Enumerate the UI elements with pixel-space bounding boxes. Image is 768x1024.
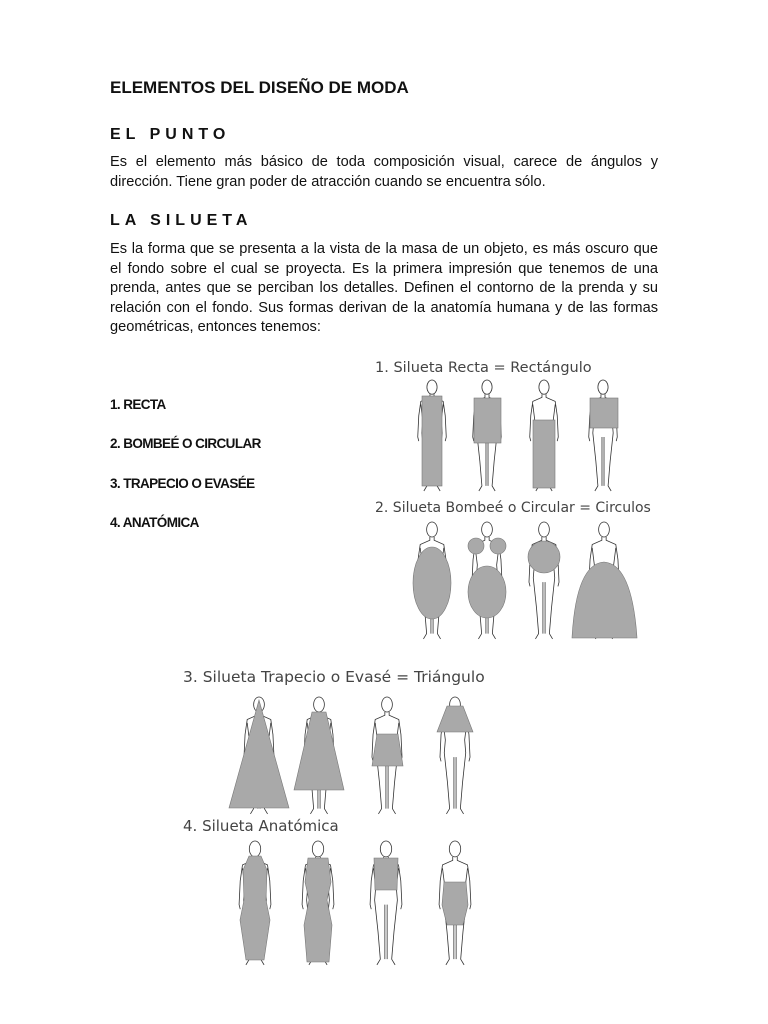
silhouette-anatomica-2	[302, 841, 334, 965]
silhouette-recta-1	[418, 380, 447, 491]
list-item-anatomica: 4. ANATÓMICA	[110, 515, 199, 530]
figure-caption-recta: 1. Silueta Recta = Rectángulo	[375, 360, 592, 376]
silhouette-anatomica-3	[370, 841, 402, 965]
silhouette-trapecio-1	[229, 697, 289, 814]
silhouette-recta-4	[589, 380, 618, 491]
silhouette-bombee-3	[528, 522, 560, 639]
silhouette-anatomica-4	[439, 841, 471, 965]
page-title: ELEMENTOS DEL DISEÑO DE MODA	[110, 78, 409, 97]
figure-caption-trapecio: 3. Silueta Trapecio o Evasé = Triángulo	[183, 668, 485, 686]
silhouette-bombee-2	[468, 522, 506, 639]
section-heading-silueta: LA SILUETA	[110, 212, 253, 229]
silhouette-bombee-1	[413, 522, 451, 639]
silhouette-trapecio-3	[372, 697, 403, 814]
silhouette-recta-2	[473, 380, 502, 491]
paragraph-punto: Es el elemento más básico de toda composición visual, carece de ángulos y dirección. Tiene gran poder de atracción cuando se encuentra sólo.	[110, 154, 658, 190]
silhouette-anatomica-1	[239, 841, 271, 965]
figure-caption-bombee: 2. Silueta Bombeé o Circular = Circulos	[375, 500, 651, 516]
paragraph-silueta: Es la forma que se presenta a la vista de la masa de un objeto, es más oscuro que el fondo sobre el cual se proyecta. Es la primera impresión que tenemos de una prenda, antes que se perciban los detalles. Definen el contorno de la prenda y su relación con el fondo. Sus formas derivan de la anatomía humana y de las formas geométricas, entonces tenemos:	[110, 241, 658, 336]
list-item-trapecio: 3. TRAPECIO O EVASÉE	[110, 476, 255, 491]
silhouette-bombee-4	[572, 522, 637, 639]
section-heading-punto: EL PUNTO	[110, 126, 231, 143]
list-item-recta: 1. RECTA	[110, 397, 166, 412]
silhouette-trapecio-4	[437, 697, 473, 814]
silhouette-recta-3	[530, 380, 559, 491]
silhouette-trapecio-2	[294, 697, 344, 814]
figure-caption-anatomica: 4. Silueta Anatómica	[183, 817, 339, 835]
list-item-bombee: 2. BOMBEÉ O CIRCULAR	[110, 436, 261, 451]
